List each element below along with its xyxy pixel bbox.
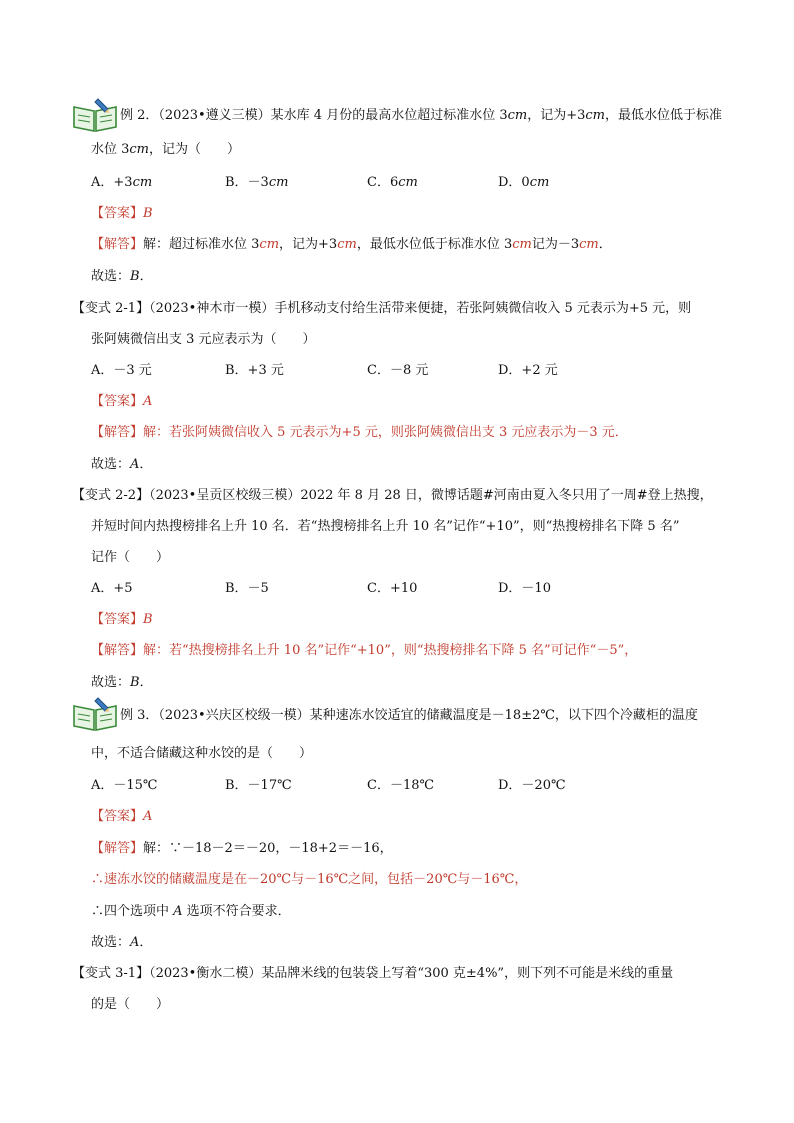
ex3-line1: 例 3．（2023•兴庆区校级一模）某种速冻水饺适宜的储藏温度是－18±2℃，以下四个冷藏柜的温度 — [120, 708, 698, 723]
v22-line1: 【变式 2-2】（2023•呈贡区校级三模）2022 年 8 月 28 日，微博话题#河南由夏入冬只用了一周#登上热搜， — [72, 488, 713, 503]
v22-choose: 故选：B． — [91, 675, 153, 690]
book-pencil-icon — [72, 97, 118, 133]
ex2-answer: 【答案】B — [91, 206, 153, 221]
v21-option-c: C．－8 元 — [367, 363, 429, 378]
ex3-line2: 中，不适合储藏这种水饺的是（ ） — [91, 746, 313, 761]
v21-choose: 故选：A． — [91, 457, 153, 472]
ex3-option-d: D．－20℃ — [498, 778, 566, 793]
v21-option-b: B．+3 元 — [225, 363, 284, 378]
ex3-option-a: A．－15℃ — [91, 778, 158, 793]
v22-option-a: A．+5 — [91, 581, 133, 596]
ex2-option-b: B．－3cm — [225, 175, 289, 190]
ex2-solution: 【解答】解：超过标准水位 3cm，记为+3cm，最低水位低于标准水位 3cm记为－3cm． — [91, 237, 612, 252]
book-pencil-icon — [72, 696, 118, 732]
v22-option-c: C．+10 — [367, 581, 418, 596]
v21-answer: 【答案】A — [91, 394, 153, 409]
v22-line2: 并短时间内热搜榜排名上升 10 名．若“热搜榜排名上升 10 名”记作“+10”，则“热搜榜排名下降 5 名” — [91, 519, 680, 534]
v21-line1: 【变式 2-1】（2023•神木市一模）手机移动支付给生活带来便捷，若张阿姨微信收入 5 元表示为+5 元，则 — [72, 301, 692, 316]
ex3-option-c: C．－18℃ — [367, 778, 435, 793]
ex3-option-b: B．－17℃ — [225, 778, 292, 793]
v22-line3: 记作（ ） — [91, 550, 170, 565]
v22-option-d: D．－10 — [498, 581, 551, 596]
v21-line2: 张阿姨微信出支 3 元应表示为（ ） — [91, 332, 316, 347]
ex3-solution-line3: ∴四个选项中 A 选项不符合要求． — [91, 904, 291, 919]
ex3-answer: 【答案】A — [91, 809, 153, 824]
ex2-option-a: A．+3cm — [91, 175, 153, 190]
v31-line1: 【变式 3-1】（2023•衡水二模）某品牌米线的包装袋上写着“300 克±4%”，则下列不可能是米线的重量 — [72, 966, 674, 981]
v21-option-d: D．+2 元 — [498, 363, 558, 378]
v22-option-b: B．－5 — [225, 581, 269, 596]
v21-option-a: A．－3 元 — [91, 363, 152, 378]
ex3-solution-line2: ∴速冻水饺的储藏温度是在－20℃与－16℃之间，包括－20℃与－16℃， — [91, 872, 528, 887]
ex3-solution-line1: 【解答】解：∵－18－2＝－20，－18+2＝－16， — [91, 841, 393, 856]
ex2-choose: 故选：B． — [91, 269, 153, 284]
v22-solution: 【解答】解：若“热搜榜排名上升 10 名”记作“+10”，则“热搜榜排名下降 5 名”可记作“－5”， — [91, 643, 638, 658]
ex2-line2: 水位 3cm，记为（ ） — [91, 142, 241, 157]
v21-solution: 【解答】解：若张阿姨微信收入 5 元表示为+5 元，则张阿姨微信出支 3 元应表示为－3 元． — [91, 425, 628, 440]
ex3-choose: 故选：A． — [91, 935, 153, 950]
ex2-line1: 例 2．（2023•遵义三模）某水库 4 月份的最高水位超过标准水位 3cm，记为+3cm，最低水位低于标准 — [120, 108, 723, 123]
ex2-option-d: D．0cm — [498, 175, 550, 190]
ex2-option-c: C．6cm — [367, 175, 418, 190]
v31-line2: 的是（ ） — [91, 997, 170, 1012]
v22-answer: 【答案】B — [91, 612, 153, 627]
